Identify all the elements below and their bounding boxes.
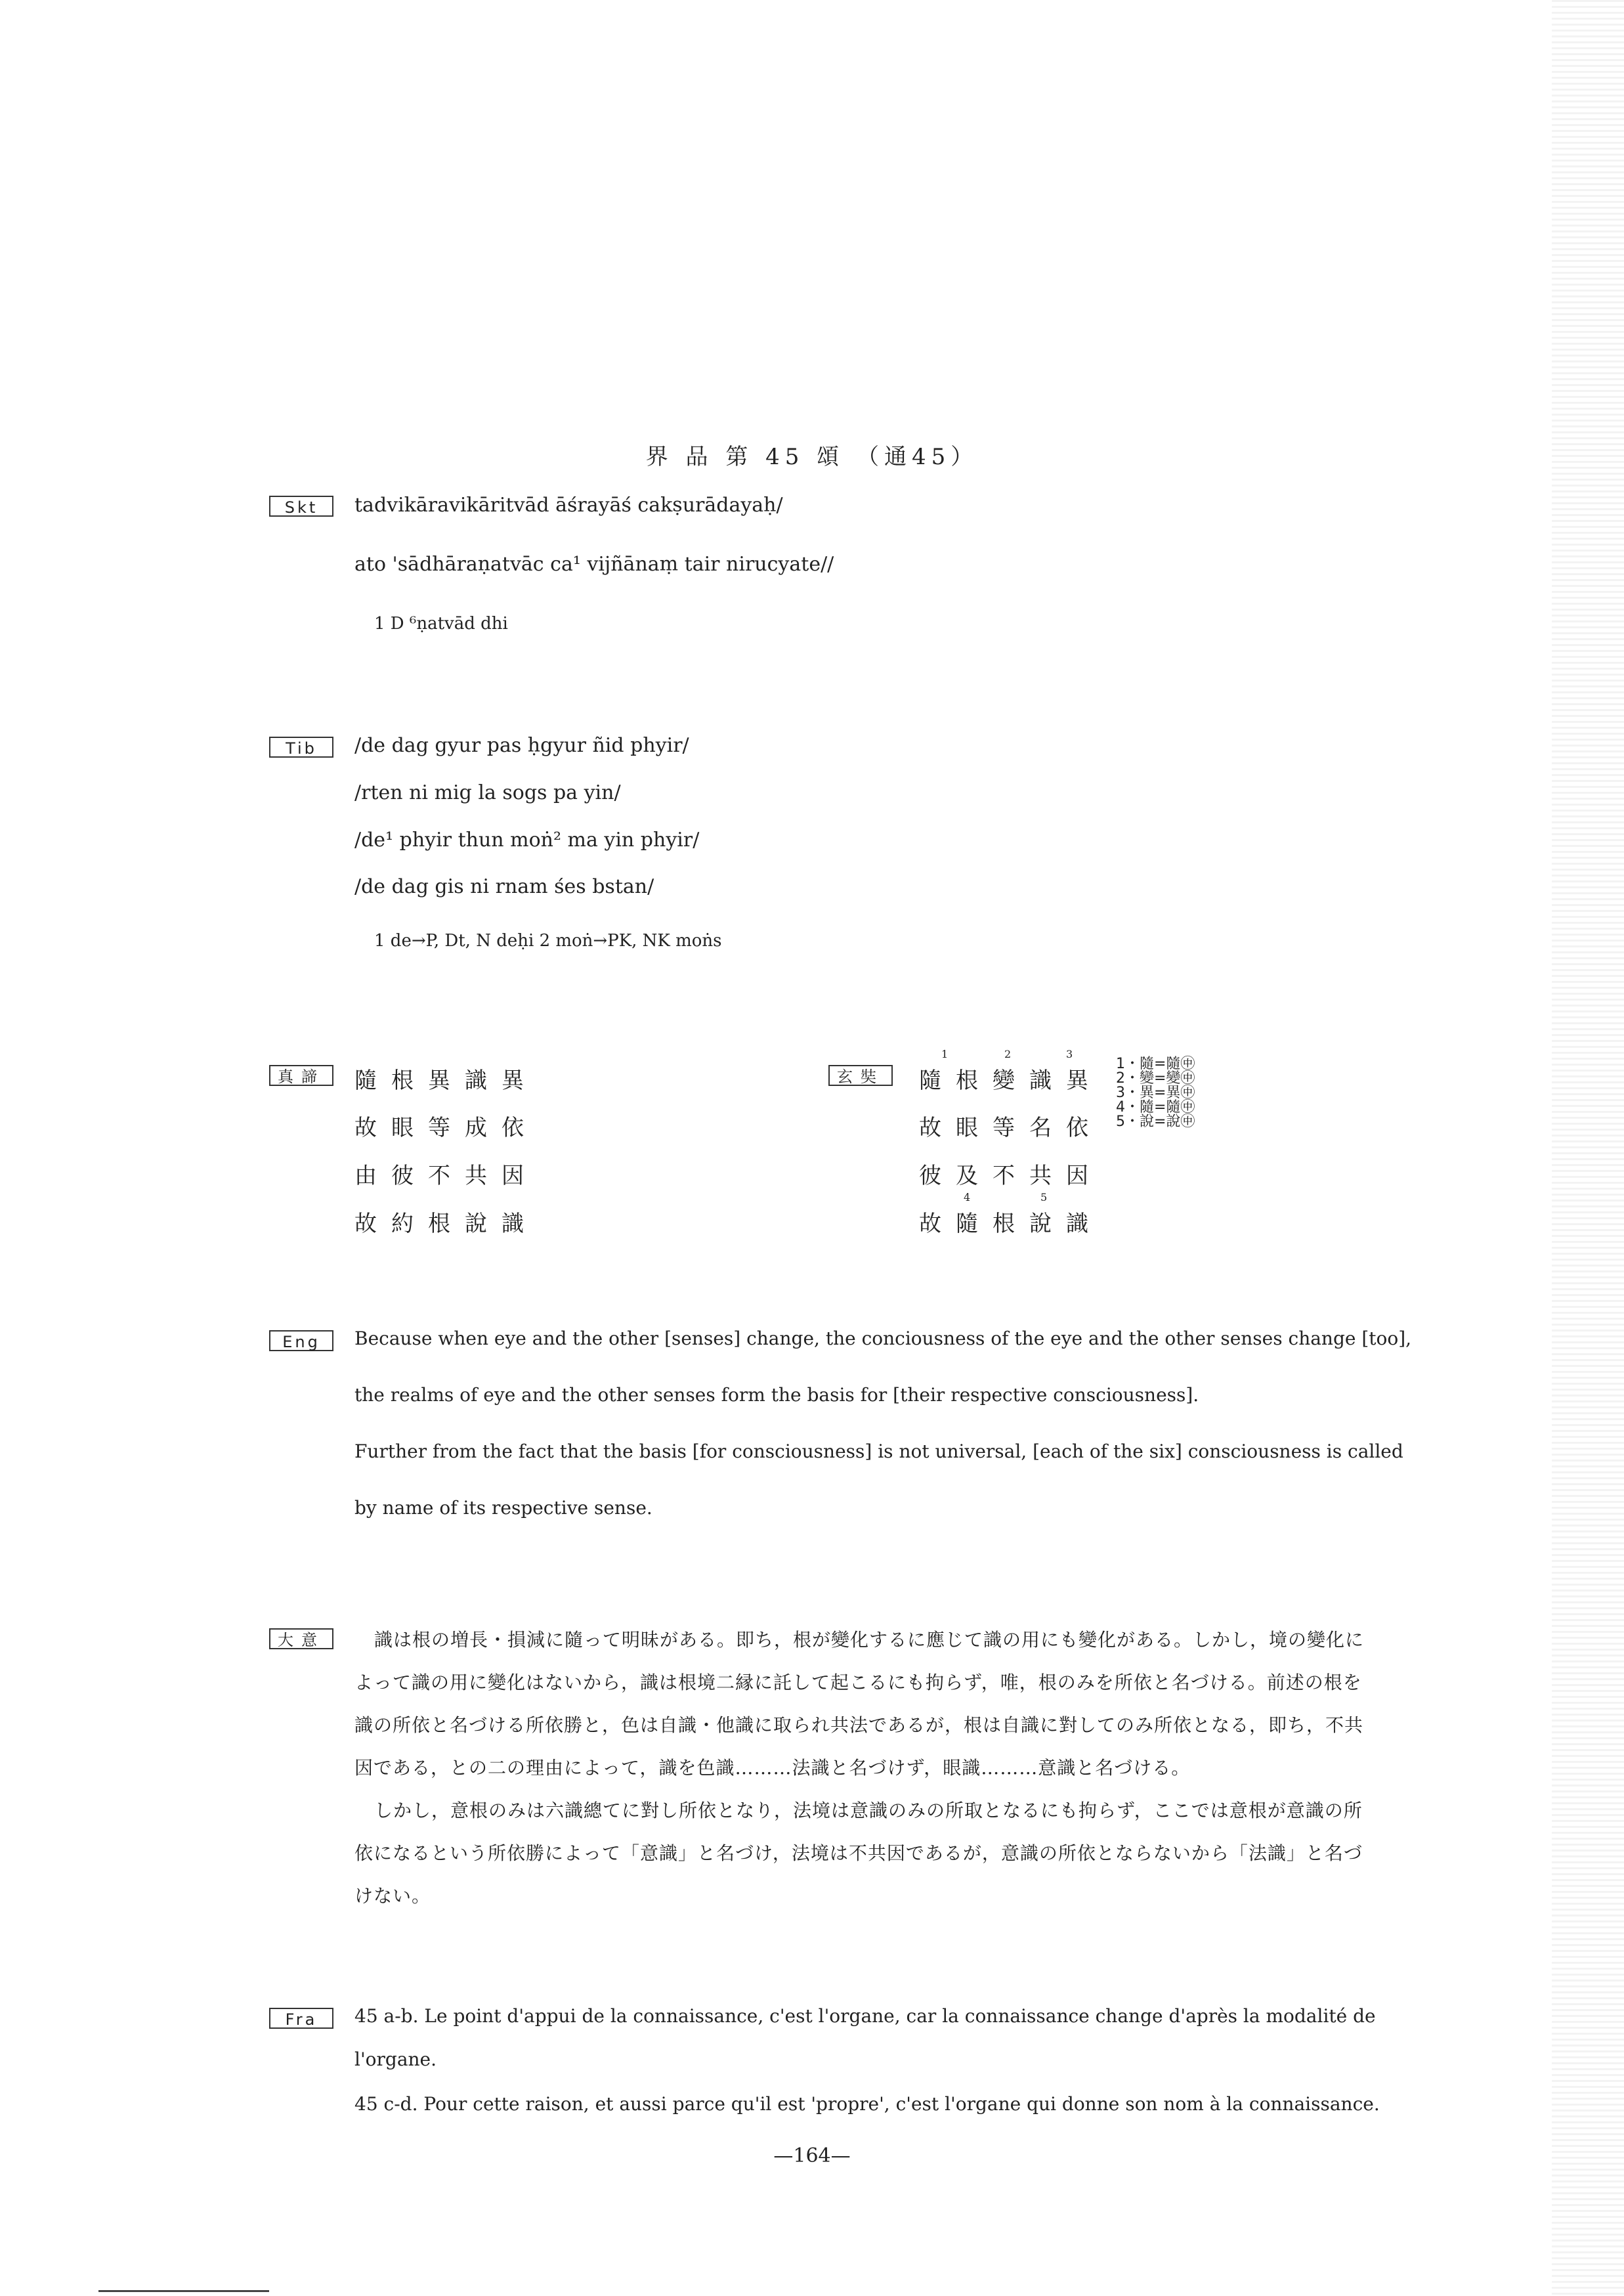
zhendi-line-2: 故眼等成依	[354, 1115, 538, 1141]
tag-zhendi: 真諦	[269, 1065, 333, 1086]
sup-5: 5	[1040, 1191, 1048, 1203]
fra-line-2: l'organe.	[354, 2048, 437, 2070]
taii-line-5: しかし，意根のみは六識總てに對し所依となり，法境は意識のみの所取となるにも拘らず，ここでは意根が意識の所	[374, 1800, 1363, 1821]
eng-line-2: the realms of eye and the other senses form the basis for [their respective consciousness].	[354, 1384, 1199, 1406]
taii-line-3: 識の所依と名づける所依勝と，色は自識・他識に取られ共法であるが，根は自識に對してのみ所依となる，即ち，不共	[354, 1714, 1364, 1736]
tag-eng: Eng	[269, 1330, 333, 1351]
tag-skt: Skt	[269, 496, 333, 517]
fra-line-1: 45 a-b. Le point d'appui de la connaissance, c'est l'organe, car la connaissance change d'après la modalité de	[354, 2005, 1376, 2027]
scan-edge-shadow	[1552, 0, 1624, 2296]
tib-note: 1 de→P, Dt, N deḥi 2 moṅ→PK, NK moṅs	[374, 931, 722, 951]
tag-fra: Fra	[269, 2008, 333, 2029]
verse-title: 界 品 第 45 頌 （通45）	[645, 444, 979, 470]
bottom-rule	[98, 2290, 269, 2292]
xuanzang-line-1: 隨根變識異	[919, 1068, 1103, 1094]
tag-taii: 大意	[269, 1628, 333, 1649]
tag-xuanzang: 玄奘	[828, 1065, 893, 1086]
zhendi-line-3: 由彼不共因	[354, 1163, 538, 1189]
variant-notes	[1116, 1057, 1195, 1129]
xuanzang-line-2: 故眼等名依	[919, 1115, 1103, 1141]
page-number: —164—	[773, 2144, 851, 2167]
eng-line-4: by name of its respective sense.	[354, 1497, 652, 1519]
taii-line-7: けない。	[354, 1885, 431, 1907]
sup-2: 2	[1004, 1048, 1012, 1060]
eng-line-3: Further from the fact that the basis [for consciousness] is not universal, [each of the six] consciousness is called	[354, 1440, 1403, 1462]
tag-tib: Tib	[269, 737, 333, 758]
tib-line-2: /rten ni mig la sogs pa yin/	[354, 781, 621, 804]
variant-note-4: 4・隨=隨㊥	[1116, 1099, 1195, 1116]
taii-line-2: よって識の用に變化はないから，識は根境二縁に託して起こるにも拘らず，唯，根のみを所依と名づける。前述の根を	[354, 1672, 1362, 1693]
skt-line-2: ato 'sādhāraṇatvāc ca¹ vijñānaṃ tair nirucyate//	[354, 553, 834, 576]
variant-note-5: 5・說=說㊥	[1116, 1114, 1195, 1130]
variant-note-3: 3・異=異㊥	[1116, 1085, 1195, 1101]
zhendi-line-1: 隨根異識異	[354, 1068, 538, 1094]
zhendi-line-4: 故約根說識	[354, 1211, 538, 1237]
variant-note-2: 2・變=變㊥	[1116, 1070, 1195, 1087]
sup-1: 1	[941, 1048, 949, 1060]
tib-line-3: /de¹ phyir thun moṅ² ma yin phyir/	[354, 829, 700, 852]
taii-line-1: 識は根の増長・損減に隨って明昧がある。即ち，根が變化するに應じて識の用にも變化がある。しかし，境の變化に	[374, 1629, 1365, 1651]
sup-3: 3	[1066, 1048, 1073, 1060]
tib-line-1: /de dag gyur pas ḥgyur ñid phyir/	[354, 734, 689, 757]
eng-line-1: Because when eye and the other [senses] change, the conciousness of the eye and the other senses change [too],	[354, 1328, 1412, 1349]
taii-line-6: 依になるという所依勝によって「意識」と名づけ，法境は不共因であるが，意識の所依とならないから「法識」と名づ	[354, 1842, 1363, 1864]
fra-line-3: 45 c-d. Pour cette raison, et aussi parce qu'il est 'propre', c'est l'organe qui donne son nom à la connaissance.	[354, 2093, 1380, 2115]
skt-note: 1 D ⁶ṇatvād dhi	[374, 614, 508, 634]
xuanzang-line-4: 故隨根說識	[919, 1211, 1103, 1237]
variant-note-1: 1・隨=隨㊥	[1116, 1056, 1195, 1072]
taii-line-4: 因である，との二の理由によって，識を色識………法識と名づけず，眼識………意識と名づける。	[354, 1757, 1191, 1779]
skt-line-1: tadvikāravikāritvād āśrayāś cakṣurādayaḥ/	[354, 494, 783, 517]
xuanzang-line-3: 彼及不共因	[919, 1163, 1103, 1189]
sup-4: 4	[964, 1191, 971, 1203]
tib-line-4: /de dag gis ni rnam śes bstan/	[354, 875, 654, 898]
